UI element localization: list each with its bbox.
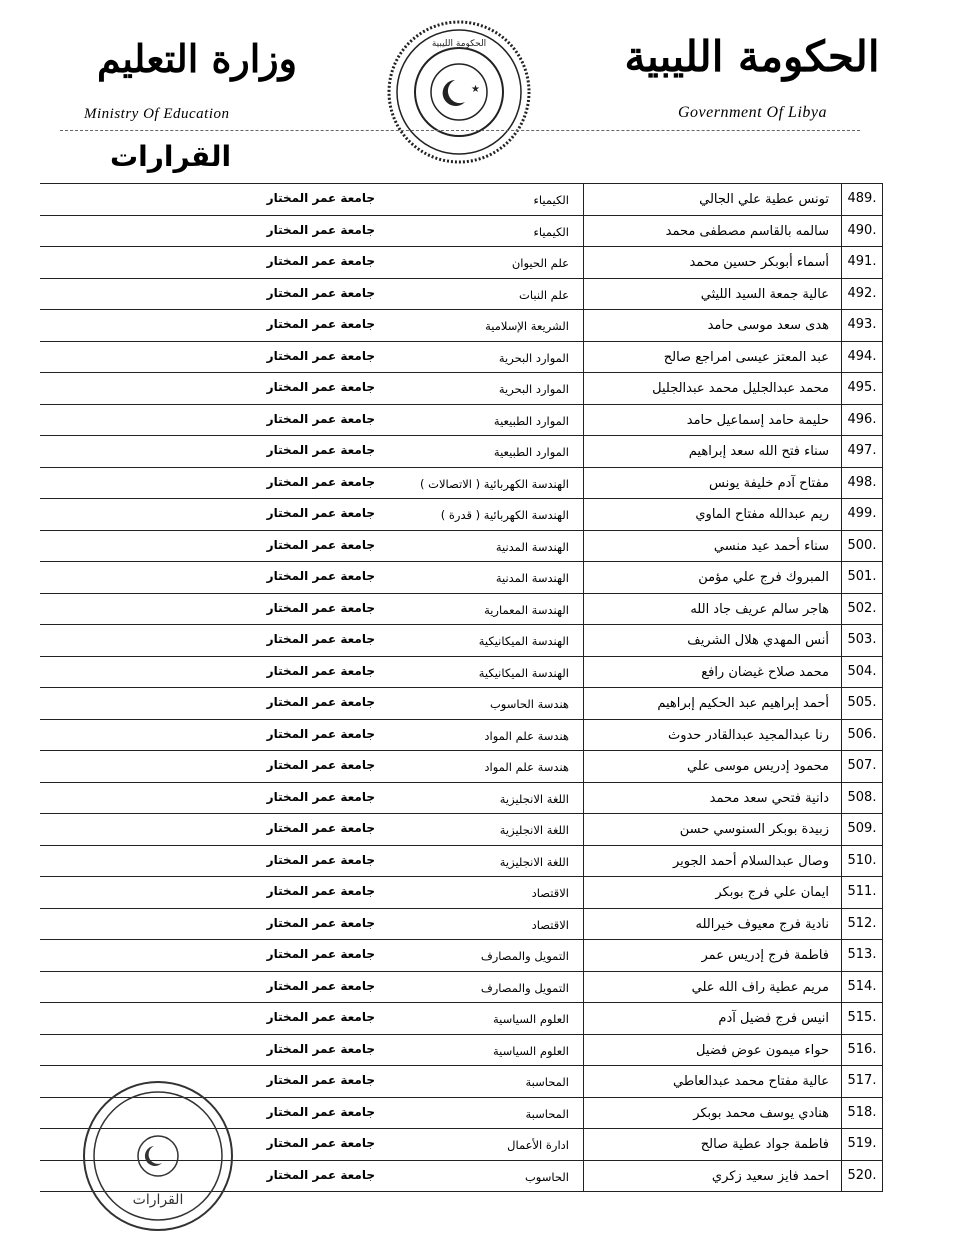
column-divider xyxy=(583,1003,584,1034)
table-row xyxy=(40,499,883,531)
student-name: ريم عبدالله مفتاح الماوي xyxy=(695,507,829,522)
row-number: 493. xyxy=(841,310,883,341)
university: جامعة عمر المختار xyxy=(266,569,375,583)
major: العلوم السياسية xyxy=(493,1012,569,1026)
column-divider xyxy=(583,814,584,845)
major: الهندسة المعمارية xyxy=(484,602,569,617)
student-name: سناء أحمد عيد منسي xyxy=(713,538,829,554)
row-number: 504. xyxy=(841,657,883,688)
table-row xyxy=(40,468,883,500)
column-divider xyxy=(583,940,584,971)
column-divider xyxy=(583,531,584,562)
row-number: 515. xyxy=(841,1003,883,1034)
major: التمويل والمصارف xyxy=(480,949,569,963)
university: جامعة عمر المختار xyxy=(266,632,375,646)
table-row xyxy=(40,877,883,909)
row-number: 514. xyxy=(841,972,883,1003)
student-name: محمد صلاح غيضان رافع xyxy=(701,664,829,680)
section-title: القرارات xyxy=(110,140,232,173)
university: جامعة عمر المختار xyxy=(266,1010,375,1024)
column-divider xyxy=(583,373,584,404)
row-number: 505. xyxy=(841,688,883,719)
student-name: نادية فرج معيوف خيرالله xyxy=(695,916,829,932)
column-divider xyxy=(583,468,584,499)
table-row xyxy=(40,1035,883,1067)
major: المحاسبة xyxy=(525,1075,569,1089)
major: الموارد البحرية xyxy=(498,350,569,365)
column-divider xyxy=(583,184,584,215)
column-divider xyxy=(583,720,584,751)
table-row xyxy=(40,751,883,783)
student-name: محمد عبدالجليل محمد عبدالجليل xyxy=(652,381,829,396)
major: اللغة الانجليزية xyxy=(499,854,569,869)
ministry-title-ar: وزارة التعليم xyxy=(96,36,298,81)
header-divider xyxy=(60,130,860,131)
row-number: 495. xyxy=(841,373,883,404)
major: الهندسة الكهربائية ( قدرة ) xyxy=(440,508,569,522)
ministry-stamp-icon xyxy=(78,1076,238,1236)
university: جامعة عمر المختار xyxy=(266,758,375,772)
column-divider xyxy=(583,1098,584,1129)
major: الهندسة الميكانيكية xyxy=(478,665,569,680)
row-number: 509. xyxy=(841,814,883,845)
major: الكيمياء xyxy=(533,224,569,239)
major: هندسة علم المواد xyxy=(484,728,569,743)
university: جامعة عمر المختار xyxy=(266,474,375,489)
table-row xyxy=(40,279,883,311)
university: جامعة عمر المختار xyxy=(266,380,375,394)
row-number: 508. xyxy=(841,783,883,814)
seal-bottom-text: القرارات xyxy=(132,1192,184,1208)
student-name: هدى سعد موسى حامد xyxy=(707,318,829,333)
major: الهندسة المدنية xyxy=(495,571,569,585)
student-name: مريم عطية راف الله علي xyxy=(691,979,829,995)
row-number: 491. xyxy=(841,247,883,278)
student-name: عالية جمعة السيد الليثي xyxy=(700,286,829,302)
university: جامعة عمر المختار xyxy=(266,443,375,457)
major: الهندسة الميكانيكية xyxy=(478,634,569,648)
column-divider xyxy=(583,1129,584,1160)
university: جامعة عمر المختار xyxy=(266,978,375,993)
column-divider xyxy=(583,342,584,373)
row-number: 489. xyxy=(841,184,883,215)
table-row xyxy=(40,720,883,752)
university: جامعة عمر المختار xyxy=(266,222,375,237)
university: جامعة عمر المختار xyxy=(266,348,375,363)
table-row xyxy=(40,373,883,405)
column-divider xyxy=(583,657,584,688)
major: اللغة الانجليزية xyxy=(499,791,569,806)
student-name: دانية فتحي سعد محمد xyxy=(709,790,829,806)
major: اللغة الانجليزية xyxy=(499,823,569,837)
university: جامعة عمر المختار xyxy=(266,915,375,930)
row-number: 506. xyxy=(841,720,883,751)
university: جامعة عمر المختار xyxy=(266,695,375,709)
major: الموارد الطبيعية xyxy=(493,413,569,428)
student-name: فاطمة جواد عطية صالح xyxy=(700,1137,829,1152)
svg-text:★: ★ xyxy=(471,84,480,95)
column-divider xyxy=(583,909,584,940)
row-number: 512. xyxy=(841,909,883,940)
university: جامعة عمر المختار xyxy=(266,1073,375,1087)
student-name: وصال عبدالسلام أحمد الجوير xyxy=(672,853,829,869)
university: جامعة عمر المختار xyxy=(266,254,375,268)
ministry-title-en: Ministry Of Education xyxy=(84,106,230,122)
column-divider xyxy=(583,1066,584,1097)
major: التمويل والمصارف xyxy=(480,980,569,995)
row-number: 519. xyxy=(841,1129,883,1160)
row-number: 501. xyxy=(841,562,883,593)
major: الحاسوب xyxy=(524,1169,569,1184)
university: جامعة عمر المختار xyxy=(266,1104,375,1119)
major: هندسة الحاسوب xyxy=(489,697,569,711)
column-divider xyxy=(583,688,584,719)
student-name: رنا عبدالمجيد عبدالقادر حدوث xyxy=(667,727,829,743)
student-name: مفتاح آدم خليفة يونس xyxy=(709,475,829,491)
column-divider xyxy=(583,405,584,436)
student-name: احمد فايز سعيد زكري xyxy=(711,1168,829,1184)
table-row xyxy=(40,184,883,216)
university: جامعة عمر المختار xyxy=(266,1041,375,1056)
column-divider xyxy=(583,499,584,530)
government-seal-icon xyxy=(385,18,533,166)
table-row xyxy=(40,531,883,563)
major: الهندسة الكهربائية ( الاتصالات ) xyxy=(420,476,569,491)
seal-top-text: الحكومة الليبية xyxy=(431,39,487,49)
row-number: 490. xyxy=(841,216,883,247)
row-number: 503. xyxy=(841,625,883,656)
table-row xyxy=(40,216,883,248)
student-name: فاطمة فرج إدريس عمر xyxy=(701,948,829,963)
table-row xyxy=(40,814,883,846)
table-row xyxy=(40,783,883,815)
column-divider xyxy=(583,436,584,467)
table-row xyxy=(40,909,883,941)
student-name: المبروك فرج علي مؤمن xyxy=(698,570,829,585)
university: جامعة عمر المختار xyxy=(266,285,375,300)
column-divider xyxy=(583,625,584,656)
row-number: 492. xyxy=(841,279,883,310)
student-name: هنادي يوسف محمد بوبكر xyxy=(693,1105,829,1121)
university: جامعة عمر المختار xyxy=(266,506,375,520)
university: جامعة عمر المختار xyxy=(266,317,375,331)
column-divider xyxy=(583,783,584,814)
university: جامعة عمر المختار xyxy=(266,411,375,426)
table-row xyxy=(40,625,883,657)
student-name: عبد المعتز عيسى امراجع صالح xyxy=(663,349,829,365)
university: جامعة عمر المختار xyxy=(266,1167,375,1182)
row-number: 499. xyxy=(841,499,883,530)
student-name: سناء فتح الله سعد إبراهيم xyxy=(688,444,829,459)
university: جامعة عمر المختار xyxy=(266,852,375,867)
table-row xyxy=(40,342,883,374)
student-name: ايمان علي فرج بوبكر xyxy=(715,885,829,900)
decisions-table xyxy=(40,183,883,1192)
university: جامعة عمر المختار xyxy=(266,663,375,678)
university: جامعة عمر المختار xyxy=(266,884,375,898)
table-row xyxy=(40,562,883,594)
row-number: 496. xyxy=(841,405,883,436)
student-name: أنس المهدي هلال الشريف xyxy=(687,633,829,648)
student-name: انيس فرج فضيل آدم xyxy=(718,1011,829,1026)
row-number: 500. xyxy=(841,531,883,562)
column-divider xyxy=(583,1035,584,1066)
government-title-en: Government Of Libya xyxy=(677,104,827,121)
table-row xyxy=(40,972,883,1004)
table-row xyxy=(40,1003,883,1035)
government-title-ar: الحكومة الليبية xyxy=(624,32,880,81)
major: علم النبات xyxy=(519,287,569,302)
table-row xyxy=(40,247,883,279)
column-divider xyxy=(583,562,584,593)
student-name: حليمة حامد إسماعيل حامد xyxy=(686,412,829,428)
column-divider xyxy=(583,846,584,877)
university: جامعة عمر المختار xyxy=(266,947,375,961)
row-number: 516. xyxy=(841,1035,883,1066)
row-number: 518. xyxy=(841,1098,883,1129)
row-number: 507. xyxy=(841,751,883,782)
major: الشريعة الإسلامية xyxy=(485,319,569,333)
student-name: حواء ميمون عوض فضيل xyxy=(696,1042,829,1058)
major: العلوم السياسية xyxy=(493,1043,569,1058)
student-name: سالمه بالقاسم مصطفى محمد xyxy=(665,223,829,239)
column-divider xyxy=(583,216,584,247)
row-number: 520. xyxy=(841,1161,883,1192)
university: جامعة عمر المختار xyxy=(266,821,375,835)
row-number: 511. xyxy=(841,877,883,908)
university: جامعة عمر المختار xyxy=(266,1136,375,1150)
major: الموارد البحرية xyxy=(498,382,569,396)
student-name: زبيدة بوبكر السنوسي حسن xyxy=(679,822,829,837)
column-divider xyxy=(583,310,584,341)
major: الموارد الطبيعية xyxy=(493,445,569,459)
major: الكيمياء xyxy=(533,193,569,207)
table-row xyxy=(40,310,883,342)
university: جامعة عمر المختار xyxy=(266,537,375,552)
major: الهندسة المدنية xyxy=(495,539,569,554)
column-divider xyxy=(583,247,584,278)
row-number: 494. xyxy=(841,342,883,373)
table-row xyxy=(40,940,883,972)
major: ادارة الأعمال xyxy=(507,1138,569,1152)
column-divider xyxy=(583,594,584,625)
table-row xyxy=(40,657,883,689)
student-name: أحمد إبراهيم عبد الحكيم إبراهيم xyxy=(657,696,829,711)
university: جامعة عمر المختار xyxy=(266,191,375,205)
row-number: 498. xyxy=(841,468,883,499)
row-number: 497. xyxy=(841,436,883,467)
student-name: هاجر سالم عريف جاد الله xyxy=(690,601,829,617)
student-name: محمود إدريس موسى علي xyxy=(687,759,829,774)
university: جامعة عمر المختار xyxy=(266,600,375,615)
major: الاقتصاد xyxy=(531,917,569,932)
major: المحاسبة xyxy=(525,1106,569,1121)
table-row xyxy=(40,436,883,468)
row-number: 510. xyxy=(841,846,883,877)
major: علم الحيوان xyxy=(511,256,569,270)
column-divider xyxy=(583,1161,584,1192)
major: هندسة علم المواد xyxy=(484,760,569,774)
student-name: عالية مفتاح محمد عبدالعاطي xyxy=(673,1074,829,1089)
student-name: أسماء أبوبكر حسين محمد xyxy=(689,255,829,270)
row-number: 502. xyxy=(841,594,883,625)
column-divider xyxy=(583,279,584,310)
table-row xyxy=(40,846,883,878)
table-row xyxy=(40,688,883,720)
row-number: 513. xyxy=(841,940,883,971)
university: جامعة عمر المختار xyxy=(266,789,375,804)
table-row xyxy=(40,405,883,437)
major: الاقتصاد xyxy=(531,886,569,900)
column-divider xyxy=(583,972,584,1003)
column-divider xyxy=(583,877,584,908)
column-divider xyxy=(583,751,584,782)
row-number: 517. xyxy=(841,1066,883,1097)
table-row xyxy=(40,594,883,626)
university: جامعة عمر المختار xyxy=(266,726,375,741)
student-name: تونس عطية علي الجالي xyxy=(699,192,829,207)
